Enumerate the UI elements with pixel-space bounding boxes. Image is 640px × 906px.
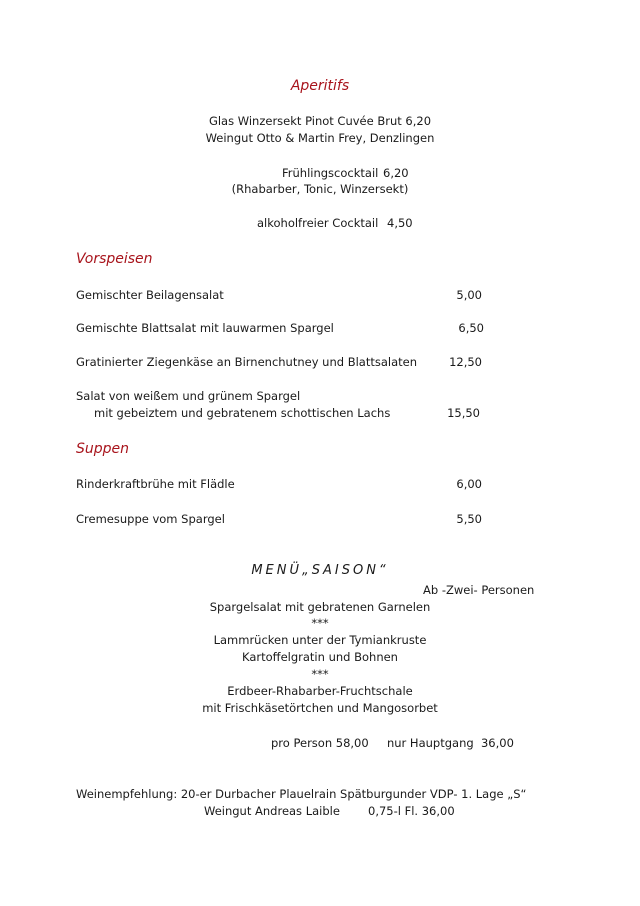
menu-course: Lammrücken unter der Tymiankruste — [213, 633, 427, 647]
wine-price: 0,75-l Fl. 36,00 — [368, 804, 455, 818]
aperitif-alkoholfrei-price: 4,50 — [387, 216, 413, 230]
suppe-price: 5,50 — [456, 512, 482, 526]
menu-course: Spargelsalat mit gebratenen Garnelen — [209, 600, 431, 614]
menu-price-line: pro Person 58,00 nur Hauptgang 36,00 — [271, 736, 514, 750]
vorspeise-price: 12,50 — [449, 355, 482, 369]
menu-saison-title: MENÜ„SAISON“ — [251, 563, 389, 578]
vorspeise-name-detail: mit gebeiztem und gebratenem schottischen Lachs — [94, 406, 391, 420]
wine-recommendation: Weinempfehlung: 20-er Durbacher Plauelrain Spätburgunder VDP- 1. Lage „S“ — [76, 787, 527, 801]
suppe-name: Rinderkraftbrühe mit Flädle — [76, 477, 235, 491]
menu-course: Kartoffelgratin und Bohnen — [242, 650, 398, 664]
suppen-heading: Suppen — [76, 441, 130, 457]
aperitif-cocktail-price: 6,20 — [383, 166, 409, 180]
aperitif-sekt: Glas Winzersekt Pinot Cuvée Brut 6,20 — [208, 114, 432, 128]
aperitif-sekt-producer: Weingut Otto & Martin Frey, Denzlingen — [205, 131, 435, 145]
vorspeise-name: Gratinierter Ziegenkäse an Birnenchutney und Blattsalaten — [76, 355, 418, 369]
vorspeise-price: 5,00 — [456, 288, 482, 302]
aperitifs-heading: Aperitifs — [290, 78, 350, 94]
aperitif-cocktail-detail: (Rhabarber, Tonic, Winzersekt) — [231, 182, 409, 196]
vorspeisen-heading: Vorspeisen — [76, 251, 153, 267]
menu-saison-subtitle: Ab -Zwei- Personen — [423, 583, 535, 597]
vorspeise-name: Gemischte Blattsalat mit lauwarmen Spargel — [76, 321, 334, 335]
vorspeise-price: 15,50 — [447, 406, 480, 420]
menu-separator: *** — [311, 667, 329, 681]
suppe-price: 6,00 — [456, 477, 482, 491]
vorspeise-name: Gemischter Beilagensalat — [76, 288, 224, 302]
menu-course: mit Frischkäsetörtchen und Mangosorbet — [202, 701, 438, 715]
menu-course: Erdbeer-Rhabarber-Fruchtschale — [227, 684, 413, 698]
menu-separator: *** — [311, 616, 329, 630]
vorspeise-name: Salat von weißem und grünem Spargel — [76, 389, 301, 403]
aperitif-cocktail-name: Frühlingscocktail — [282, 166, 379, 180]
aperitif-alkoholfrei-name: alkoholfreier Cocktail — [257, 216, 379, 230]
wine-producer: Weingut Andreas Laible — [204, 804, 340, 818]
suppe-name: Cremesuppe vom Spargel — [76, 512, 225, 526]
vorspeise-price: 6,50 — [458, 321, 484, 335]
